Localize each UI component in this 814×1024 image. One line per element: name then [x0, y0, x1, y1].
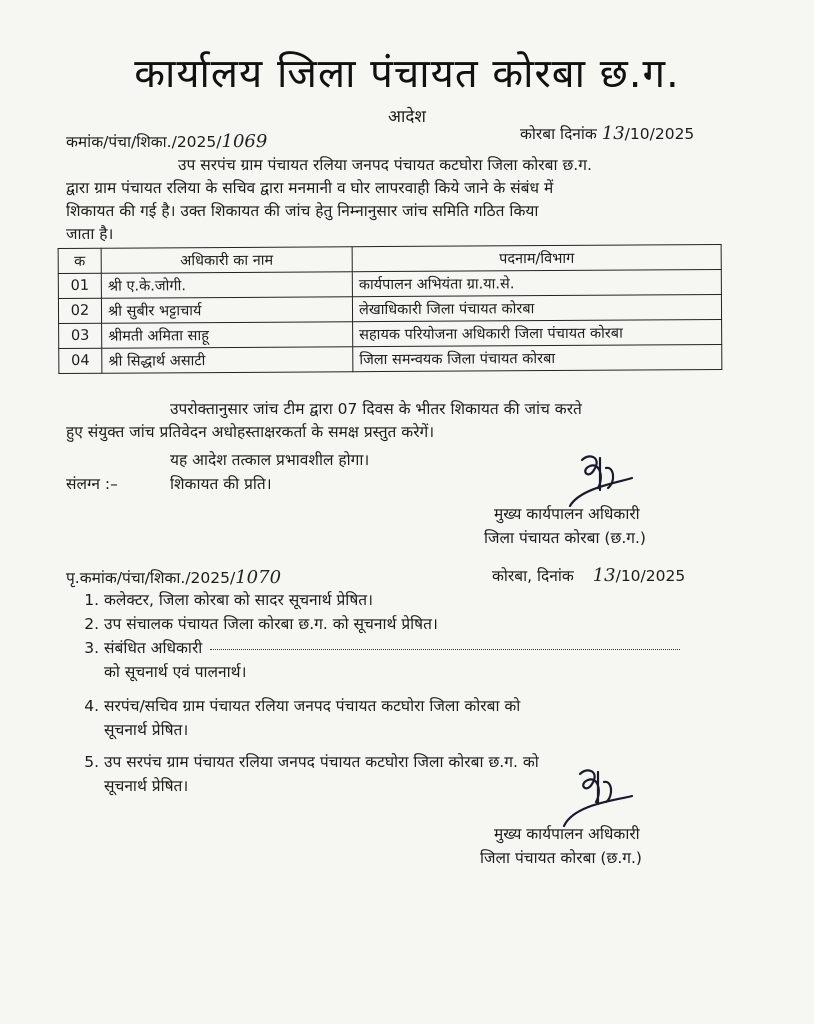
- list-item-text: सरपंच/सचिव ग्राम पंचायत रलिया जनपद पंचायत कटघोरा जिला कोरबा को: [104, 697, 521, 715]
- table-row: [59, 344, 722, 373]
- endorsement-date-rest: /10/2025: [615, 567, 686, 585]
- body-line: उप सरपंच ग्राम पंचायत रलिया जनपद पंचायत कटघोरा जिला कोरबा छ.ग.: [178, 156, 592, 174]
- list-item: [104, 612, 754, 636]
- endorsement-number: [66, 566, 281, 588]
- list-item-text: उप सरपंच ग्राम पंचायत रलिया जनपद पंचायत कटघोरा जिला कोरबा छ.ग. को: [104, 753, 539, 771]
- attachment-label: संलग्न :–: [66, 475, 118, 493]
- list-item-text: संबंधित अधिकारी: [104, 639, 203, 657]
- signature-1-office: जिला पंचायत कोरबा (छ.ग.): [484, 529, 646, 547]
- order-body: [66, 154, 720, 246]
- cell-officer-name: श्रीमती अमिता साहू: [102, 322, 353, 349]
- order-number-handwritten: 1069: [221, 131, 268, 152]
- office-title: कार्यालय जिला पंचायत कोरबा छ.ग.: [134, 51, 680, 97]
- endorsement-date-label: कोरबा, दिनांक: [492, 567, 574, 585]
- cell-serial: 03: [59, 323, 102, 348]
- order-date: [520, 122, 694, 144]
- cell-designation: कार्यपालन अभियंता ग्रा.या.से.: [352, 269, 721, 296]
- list-item-continuation: को सूचनार्थ एवं पालनार्थ।: [104, 663, 247, 681]
- attachment-value: शिकायत की प्रति।: [170, 475, 272, 493]
- cell-serial: 01: [58, 273, 101, 298]
- cell-officer-name: श्री सुबीर भट्टाचार्य: [101, 297, 352, 324]
- cell-officer-name: श्री ए.के.जोगी.: [101, 272, 352, 299]
- signature-2-office: जिला पंचायत कोरबा (छ.ग.): [480, 849, 642, 867]
- cell-designation: लेखाधिकारी जिला पंचायत कोरबा: [352, 294, 721, 321]
- list-item: [104, 636, 754, 684]
- body-line: शिकायत की गई है। उक्त शिकायत की जांच हेतु निम्नानुसार जांच समिति गठित किया: [66, 202, 539, 220]
- body-line: द्वारा ग्राम पंचायत रलिया के सचिव द्वारा मनमानी व घोर लापरवाही किये जाने के संबंध में: [66, 179, 554, 197]
- dotted-fill-line: [210, 649, 680, 650]
- signature-1-designation: मुख्य कार्यपालन अधिकारी: [494, 505, 640, 523]
- order-number-prefix: कमांक/पंचा/शिका./2025/: [66, 133, 222, 151]
- cell-designation: जिला समन्वयक जिला पंचायत कोरबा: [353, 344, 722, 371]
- order-title: आदेश: [388, 107, 426, 127]
- cell-serial: 04: [59, 348, 102, 373]
- endorsement-number-handwritten: 1070: [235, 567, 282, 588]
- header-designation: पदनाम/विभाग: [352, 244, 721, 271]
- list-item-continuation: सूचनार्थ प्रेषित।: [104, 721, 189, 739]
- cell-designation: सहायक परियोजना अधिकारी जिला पंचायत कोरबा: [353, 319, 722, 346]
- order-number: [66, 130, 267, 152]
- order-date-rest: /10/2025: [624, 125, 695, 143]
- endorsement-date: [492, 564, 685, 586]
- endorsement-date-day: 13: [592, 565, 616, 586]
- header-serial: क: [58, 248, 101, 273]
- endorsement-number-prefix: पृ.कमांक/पंचा/शिका./2025/: [66, 569, 236, 587]
- cell-officer-name: श्री सिद्धार्थ असाटी: [102, 347, 353, 374]
- order-date-day: 13: [601, 123, 625, 144]
- header-officer-name: अधिकारी का नाम: [101, 247, 352, 274]
- instruction-line: हुए संयुक्त जांच प्रतिवेदन अधोहस्ताक्षरकर्ता के समक्ष प्रस्तुत करेगें।: [66, 423, 435, 441]
- distribution-list: [80, 588, 754, 798]
- body-line: जाता है।: [66, 225, 114, 243]
- order-date-label: कोरबा दिनांक: [520, 125, 597, 143]
- effective-line: यह आदेश तत्काल प्रभावशील होगा।: [170, 451, 370, 469]
- list-item-text: उप संचालक पंचायत जिला कोरबा छ.ग. को सूचनार्थ प्रेषित।: [104, 615, 438, 633]
- signature-2-designation: मुख्य कार्यपालन अधिकारी: [494, 825, 640, 843]
- committee-table: [58, 244, 723, 374]
- instruction-line: उपरोक्तानुसार जांच टीम द्वारा 07 दिवस के भीतर शिकायत की जांच करते: [170, 400, 582, 418]
- list-item-text: कलेक्टर, जिला कोरबा को सादर सूचनार्थ प्रेषित।: [104, 591, 373, 609]
- list-item-continuation: सूचनार्थ प्रेषित।: [104, 777, 189, 795]
- list-item: [104, 694, 754, 742]
- instruction-paragraph: [66, 398, 720, 444]
- list-item: [104, 750, 754, 798]
- list-item: [104, 588, 754, 612]
- cell-serial: 02: [58, 298, 101, 323]
